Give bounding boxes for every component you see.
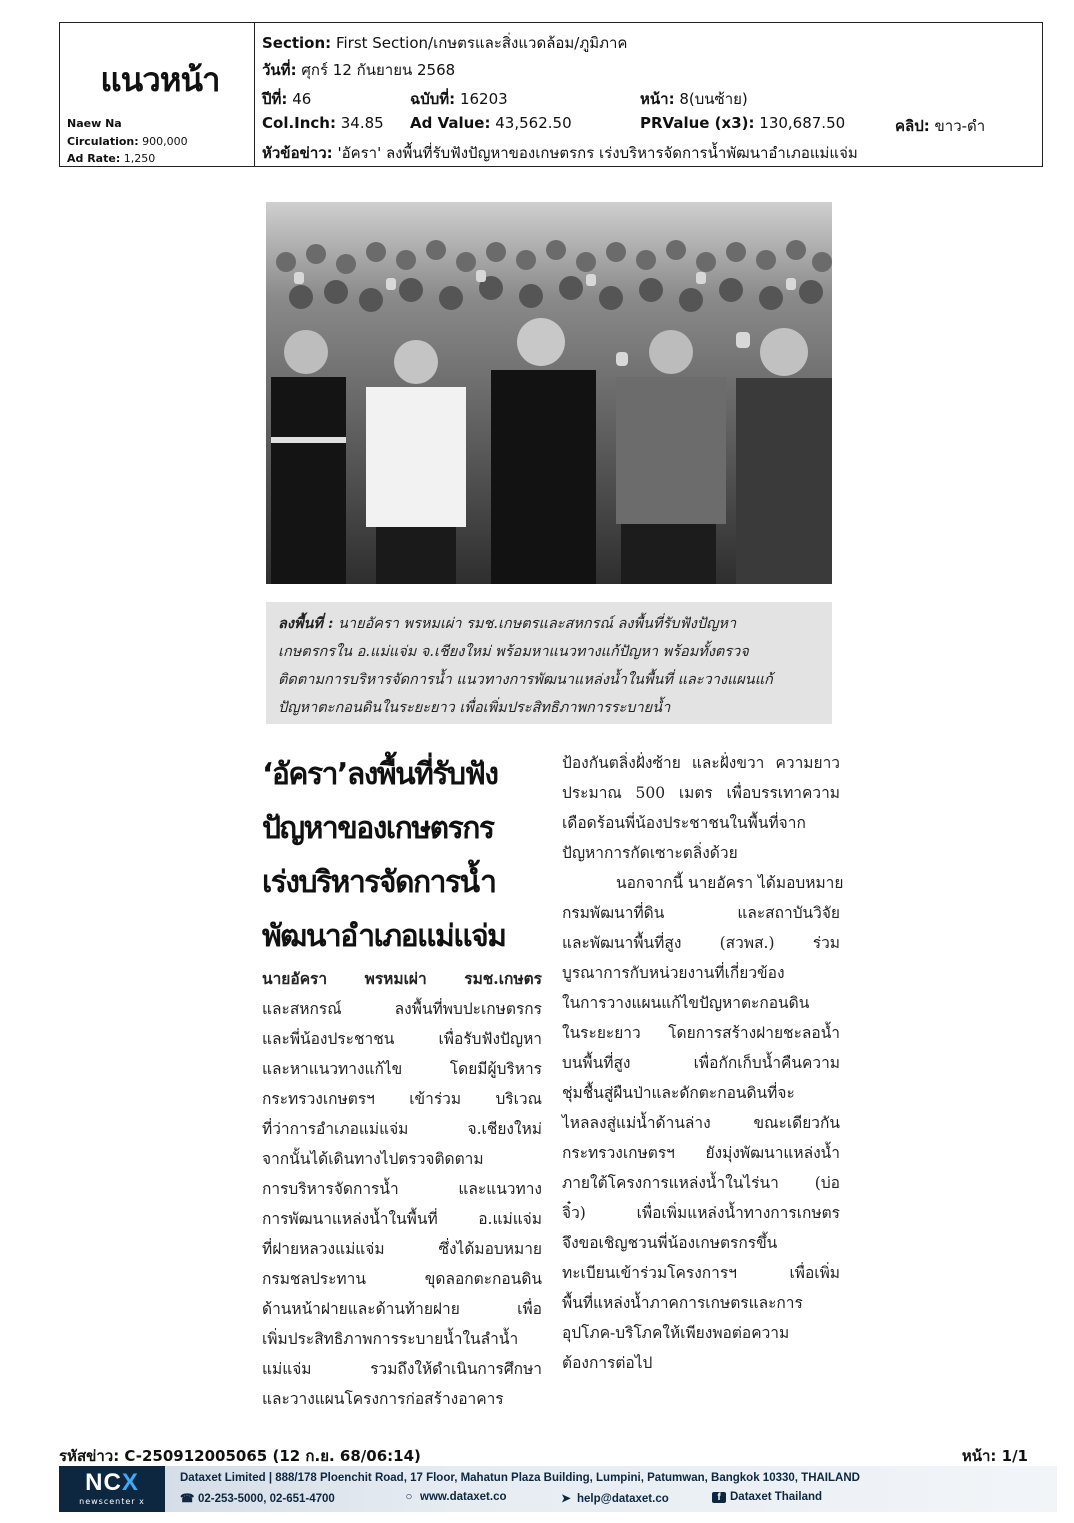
logo-subtitle: newscenter x <box>79 1497 145 1506</box>
phone-number: 02-253-5000, 02-651-4700 <box>198 1493 335 1505</box>
website-contact[interactable] <box>402 1491 507 1503</box>
section-label: Section: <box>262 34 332 52</box>
issue-row <box>410 87 508 111</box>
ad-rate <box>67 152 155 165</box>
article-line: ชุ่มชื้นสู่ผืนป่าและดักตะกอนดินที่จะ <box>562 1084 795 1102</box>
date-value: ศุกร์ 12 กันยายน 2568 <box>301 61 456 79</box>
company-address: Dataxet Limited | 888/178 Ploenchit Road, 17 Floor, Mahatun Plaza Building, Lumpini, Patumwan, Bangkok 10330, THAILAND <box>180 1472 860 1484</box>
article-line: เดือดร้อนพี่น้องประชาชนในพื้นที่จาก <box>562 814 806 832</box>
phone-icon: ☎ <box>180 1493 195 1505</box>
article-line: ที่ว่าการอำเภอแม่แจ่ม จ.เชียงใหม่ <box>262 1120 542 1138</box>
article-headline <box>262 748 544 964</box>
article-line: บูรณาการกับหน่วยงานที่เกี่ยวข้อง <box>562 964 785 982</box>
article-line: พื้นที่แหล่งน้ำภาคการเกษตรและการ <box>562 1294 803 1312</box>
ncx-logo <box>59 1466 165 1512</box>
headline-value: 'อัครา' ลงพื้นที่รับฟังปัญหาของเกษตรกร เร่งบริหารจัดการน้ำพัฒนาอำเภอแม่แจ่ม <box>337 144 858 162</box>
headline-line: เร่งบริหารจัดการน้ำ <box>262 865 496 900</box>
article-line: ปัญหาการกัดเซาะตลิ่งด้วย <box>562 844 738 862</box>
logo-main: NC <box>85 1469 122 1496</box>
article-line: ต้องการต่อไป <box>562 1354 653 1372</box>
article-line: จากนั้นได้เดินทางไปตรวจติดตาม <box>262 1150 484 1168</box>
date-row <box>262 58 455 82</box>
article-line: ที่ฝายหลวงแม่แจ่ม ซึ่งได้มอบหมาย <box>262 1240 542 1258</box>
article-line: บนพื้นที่สูง เพื่อกักเก็บน้ำคืนความ <box>562 1054 840 1072</box>
article-line: อุปโภค-บริโภคให้เพียงพอต่อความ <box>562 1324 790 1342</box>
article-line: ภายใต้โครงการแหล่งน้ำในไร่นา (บ่อ <box>562 1174 840 1192</box>
headline-line: ปัญหาของเกษตรกร <box>262 811 494 846</box>
article-line: ด้านหน้าฝายและด้านท้ายฝาย เพื่อ <box>262 1300 542 1318</box>
section-row <box>262 31 627 55</box>
article-column-left <box>262 964 542 1414</box>
page-value: 8(บนซ้าย) <box>679 90 748 108</box>
globe-icon: ○ <box>405 1491 413 1503</box>
year-label: ปีที่: <box>262 90 288 108</box>
email-contact[interactable] <box>559 1491 669 1505</box>
photo-caption <box>266 602 832 724</box>
prvalue-label: PRValue (x3): <box>640 114 755 132</box>
article-line: และหาแนวทางแก้ไข โดยมีผู้บริหาร <box>262 1060 542 1078</box>
news-code: รหัสข่าว: C-250912005065 (12 ก.ย. 68/06:14) <box>59 1447 421 1465</box>
facebook-link[interactable]: Dataxet Thailand <box>730 1491 823 1503</box>
circulation-value: 900,000 <box>142 135 188 148</box>
publication-info <box>60 23 255 166</box>
advalue-row <box>410 114 572 132</box>
article-line: การพัฒนาแหล่งน้ำในพื้นที่ อ.แม่แจ่ม <box>262 1210 542 1228</box>
clipping-metadata <box>262 23 1042 166</box>
headline-line: พัฒนาอำเภอแม่แจ่ม <box>262 919 506 954</box>
facebook-icon: f <box>712 1492 726 1503</box>
email-link[interactable]: help@dataxet.co <box>577 1493 669 1505</box>
ad-rate-label: Ad Rate: <box>67 152 121 165</box>
footer-bar <box>59 1466 1057 1512</box>
prvalue-value: 130,687.50 <box>759 114 846 132</box>
caption-line-3: ติดตามการบริหารจัดการน้ำ แนวทางการพัฒนาแหล่งน้ำในพื้นที่ และวางแผนแก้ <box>278 672 773 688</box>
page-indicator: หน้า: 1/1 <box>961 1447 1028 1465</box>
headline-label: หัวข้อข่าว: <box>262 144 333 162</box>
article-line: จิ๋ว) เพื่อเพิ่มแหล่งน้ำทางการเกษตร <box>562 1204 840 1222</box>
article-line: และสหกรณ์ ลงพื้นที่พบปะเกษตรกร <box>262 1000 542 1018</box>
article-line: ในระยะยาว โดยการสร้างฝายชะลอน้ำ <box>562 1024 840 1042</box>
issue-label: ฉบับที่: <box>410 90 456 108</box>
article-line: กรมชลประทาน ขุดลอกตะกอนดิน <box>262 1270 542 1288</box>
article-line: ทะเบียนเข้าร่วมโครงการฯ เพื่อเพิ่ม <box>562 1264 840 1282</box>
headline-line: ‘อัครา’ลงพื้นที่รับฟัง <box>262 757 498 792</box>
caption-text: นายอัครา พรหมเผ่า รมช.เกษตรและสหกรณ์ ลงพื้นที่รับฟังปัญหา <box>338 616 737 632</box>
article-line: และพัฒนาพื้นที่สูง (สวพส.) ร่วม <box>562 934 840 952</box>
phone-contact <box>180 1491 335 1505</box>
article-line: ในการวางแผนแก้ไขปัญหาตะกอนดิน <box>562 994 810 1012</box>
logo-accent: X <box>121 1469 139 1496</box>
caption-label: ลงพื้นที่ : <box>278 615 334 632</box>
page-label: หน้า: <box>640 90 675 108</box>
caption-line-4: ปัญหาตะกอนดินในระยะยาว เพื่อเพิ่มประสิทธิภาพการระบายน้ำ <box>278 700 671 716</box>
prvalue-row <box>640 114 845 132</box>
clip-value: ขาว-ดำ <box>934 117 986 135</box>
facebook-contact[interactable] <box>712 1491 822 1503</box>
clip-label: คลิป: <box>895 117 930 135</box>
paper-name: Naew Na <box>67 117 122 130</box>
caption-line-1 <box>278 610 820 638</box>
advalue-label: Ad Value: <box>410 114 491 132</box>
advalue-value: 43,562.50 <box>495 114 572 132</box>
article-line: และวางแผนโครงการก่อสร้างอาคาร <box>262 1390 504 1408</box>
date-label: วันที่: <box>262 61 297 79</box>
article-line: ประมาณ 500 เมตร เพื่อบรรเทาความ <box>562 784 840 802</box>
year-value: 46 <box>292 90 312 108</box>
article-line: ไหลลงสู่แม่น้ำด้านล่าง ขณะเดียวกัน <box>562 1114 840 1132</box>
article-line: กระทรวงเกษตรฯ ยังมุ่งพัฒนาแหล่งน้ำ <box>562 1144 840 1162</box>
news-photo <box>266 202 832 584</box>
article-line: แม่แจ่ม รวมถึงให้ดำเนินการศึกษา <box>262 1360 542 1378</box>
headline-row <box>262 141 858 165</box>
page-row <box>640 87 748 111</box>
article-line: และพี่น้องประชาชน เพื่อรับฟังปัญหา <box>262 1030 542 1048</box>
article-line: กระทรวงเกษตรฯ เข้าร่วม บริเวณ <box>262 1090 542 1108</box>
circulation <box>67 135 188 148</box>
clipping-header <box>59 22 1043 167</box>
crowd-photo-illustration <box>266 202 832 584</box>
send-icon: ➤ <box>561 1493 571 1505</box>
issue-value: 16203 <box>459 90 508 108</box>
article-line: ป้องกันตลิ่งฝั่งซ้าย และฝั่งขวา ความยาว <box>562 754 840 772</box>
article-lead: นายอัครา พรหมเผ่า รมช.เกษตร <box>262 969 542 988</box>
colinch-row <box>262 114 384 132</box>
article-paragraph-start: นอกจากนี้ นายอัครา ได้มอบหมาย <box>616 874 844 892</box>
section-value: First Section/เกษตรและสิ่งแวดล้อม/ภูมิภาค <box>335 34 628 52</box>
ad-rate-value: 1,250 <box>123 152 156 165</box>
article-line: การบริหารจัดการน้ำ และแนวทาง <box>262 1180 542 1198</box>
year-row <box>262 87 311 111</box>
website-link[interactable]: www.dataxet.co <box>420 1491 507 1503</box>
circulation-label: Circulation: <box>67 135 139 148</box>
colinch-value: 34.85 <box>340 114 384 132</box>
article-line: กรมพัฒนาที่ดิน และสถาบันวิจัย <box>562 904 840 922</box>
article-line: จึงขอเชิญชวนพี่น้องเกษตรกรขึ้น <box>562 1234 778 1252</box>
article-line: เพิ่มประสิทธิภาพการระบายน้ำในลำน้ำ <box>262 1330 519 1348</box>
newspaper-logo: แนวหน้า <box>100 60 220 99</box>
clip-row <box>895 114 985 138</box>
article-column-right <box>562 748 844 1378</box>
caption-line-2: เกษตรกรใน อ.แม่แจ่ม จ.เชียงใหม่ พร้อมหาแนวทางแก้ปัญหา พร้อมทั้งตรวจ <box>278 644 749 660</box>
colinch-label: Col.Inch: <box>262 114 336 132</box>
